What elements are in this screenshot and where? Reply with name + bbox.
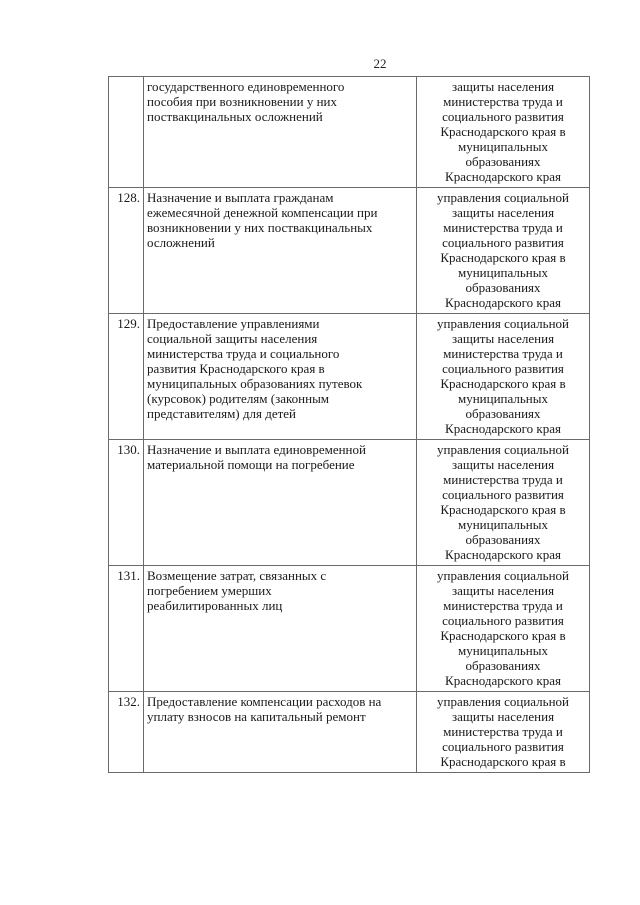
service-name-line: развития Краснодарского края в bbox=[147, 361, 325, 376]
service-name-line: поствакцинальных осложнений bbox=[147, 109, 323, 124]
responsible-body-line: министерства труда и bbox=[443, 346, 563, 361]
responsible-body-line: муниципальных bbox=[457, 643, 548, 658]
responsible-body-line: социального развития bbox=[442, 361, 564, 376]
responsible-body-line: муниципальных bbox=[457, 139, 548, 154]
responsible-body-line: министерства труда и bbox=[443, 724, 563, 739]
responsible-body-cell bbox=[417, 692, 590, 773]
row-number: 129. bbox=[109, 314, 144, 440]
responsible-body-line: министерства труда и bbox=[443, 598, 563, 613]
responsible-body-line: Краснодарского края в bbox=[440, 376, 566, 391]
service-name-cell bbox=[144, 692, 417, 773]
responsible-body-line: образованиях bbox=[465, 280, 541, 295]
service-name-line: ежемесячной денежной компенсации при bbox=[147, 205, 378, 220]
table-row bbox=[109, 566, 590, 692]
responsible-body-line: Краснодарского края в bbox=[440, 124, 566, 139]
responsible-body-line: Краснодарского края bbox=[445, 421, 561, 436]
service-name-line: возникновении у них поствакцинальных bbox=[147, 220, 373, 235]
responsible-body-line: министерства труда и bbox=[443, 94, 563, 109]
responsible-body-cell bbox=[417, 314, 590, 440]
service-name-line: Назначение и выплата гражданам bbox=[147, 190, 334, 205]
page-number: 22 bbox=[373, 56, 387, 71]
service-name-line: Предоставление компенсации расходов на bbox=[147, 694, 382, 709]
service-name-cell bbox=[144, 566, 417, 692]
row-number: 131. bbox=[109, 566, 144, 692]
responsible-body-line: Краснодарского края в bbox=[440, 628, 566, 643]
row-number bbox=[109, 77, 144, 188]
responsible-body-cell bbox=[417, 77, 590, 188]
service-name-cell bbox=[144, 77, 417, 188]
service-name-line: муниципальных образованиях путевок bbox=[147, 376, 363, 391]
responsible-body-line: управления социальной bbox=[437, 316, 569, 331]
service-name-line: представителям) для детей bbox=[147, 406, 296, 421]
service-name-cell bbox=[144, 440, 417, 566]
row-number: 132. bbox=[109, 692, 144, 773]
responsible-body-line: образованиях bbox=[465, 154, 541, 169]
responsible-body-line: управления социальной bbox=[437, 442, 569, 457]
responsible-body-line: муниципальных bbox=[457, 517, 548, 532]
responsible-body-cell bbox=[417, 566, 590, 692]
responsible-body-line: защиты населения bbox=[451, 205, 555, 220]
responsible-body-line: Краснодарского края в bbox=[440, 250, 566, 265]
table-row bbox=[109, 314, 590, 440]
service-name-line: (курсовок) родителям (законным bbox=[147, 391, 330, 406]
responsible-body-line: социального развития bbox=[442, 613, 564, 628]
responsible-body-line: социального развития bbox=[442, 235, 564, 250]
responsible-body-line: образованиях bbox=[465, 532, 541, 547]
service-name-line: Назначение и выплата единовременной bbox=[147, 442, 366, 457]
responsible-body-line: управления социальной bbox=[437, 190, 569, 205]
responsible-body-line: Краснодарского края в bbox=[440, 502, 566, 517]
responsible-body-line: защиты населения bbox=[451, 457, 555, 472]
responsible-body-line: Краснодарского края bbox=[445, 295, 561, 310]
responsible-body-line: министерства труда и bbox=[443, 472, 563, 487]
service-name-cell bbox=[144, 314, 417, 440]
responsible-body-line: Краснодарского края в bbox=[440, 754, 566, 769]
responsible-body-cell bbox=[417, 188, 590, 314]
responsible-body-line: Краснодарского края bbox=[445, 673, 561, 688]
responsible-body-line: защиты населения bbox=[451, 583, 555, 598]
table-row bbox=[109, 440, 590, 566]
service-name-line: министерства труда и социального bbox=[147, 346, 340, 361]
responsible-body-cell bbox=[417, 440, 590, 566]
responsible-body-line: социального развития bbox=[442, 109, 564, 124]
table-row bbox=[109, 188, 590, 314]
responsible-body-line: образованиях bbox=[465, 406, 541, 421]
responsible-body-line: социального развития bbox=[442, 487, 564, 502]
table-row bbox=[109, 77, 590, 188]
service-name-line: уплату взносов на капитальный ремонт bbox=[147, 709, 366, 724]
responsible-body-line: Краснодарского края bbox=[445, 547, 561, 562]
services-table bbox=[108, 76, 590, 773]
service-name-line: социальной защиты населения bbox=[147, 331, 318, 346]
row-number: 130. bbox=[109, 440, 144, 566]
responsible-body-line: защиты населения bbox=[451, 331, 555, 346]
responsible-body-line: образованиях bbox=[465, 658, 541, 673]
responsible-body-line: министерства труда и bbox=[443, 220, 563, 235]
responsible-body-line: муниципальных bbox=[457, 391, 548, 406]
service-name-line: государственного единовременного bbox=[147, 79, 345, 94]
responsible-body-line: Краснодарского края bbox=[445, 169, 561, 184]
service-name-line: Возмещение затрат, связанных с bbox=[147, 568, 327, 583]
table-row bbox=[109, 692, 590, 773]
service-name-line: пособия при возникновении у них bbox=[147, 94, 338, 109]
service-name-cell bbox=[144, 188, 417, 314]
service-name-line: реабилитированных лиц bbox=[147, 598, 283, 613]
responsible-body-line: защиты населения bbox=[451, 709, 555, 724]
service-name-line: осложнений bbox=[147, 235, 215, 250]
responsible-body-line: социального развития bbox=[442, 739, 564, 754]
services-table-body bbox=[109, 77, 590, 773]
service-name-line: погребением умерших bbox=[147, 583, 272, 598]
responsible-body-line: муниципальных bbox=[457, 265, 548, 280]
responsible-body-line: управления социальной bbox=[437, 694, 569, 709]
service-name-line: Предоставление управлениями bbox=[147, 316, 320, 331]
responsible-body-line: защиты населения bbox=[451, 79, 555, 94]
service-name-line: материальной помощи на погребение bbox=[147, 457, 355, 472]
row-number: 128. bbox=[109, 188, 144, 314]
responsible-body-line: управления социальной bbox=[437, 568, 569, 583]
